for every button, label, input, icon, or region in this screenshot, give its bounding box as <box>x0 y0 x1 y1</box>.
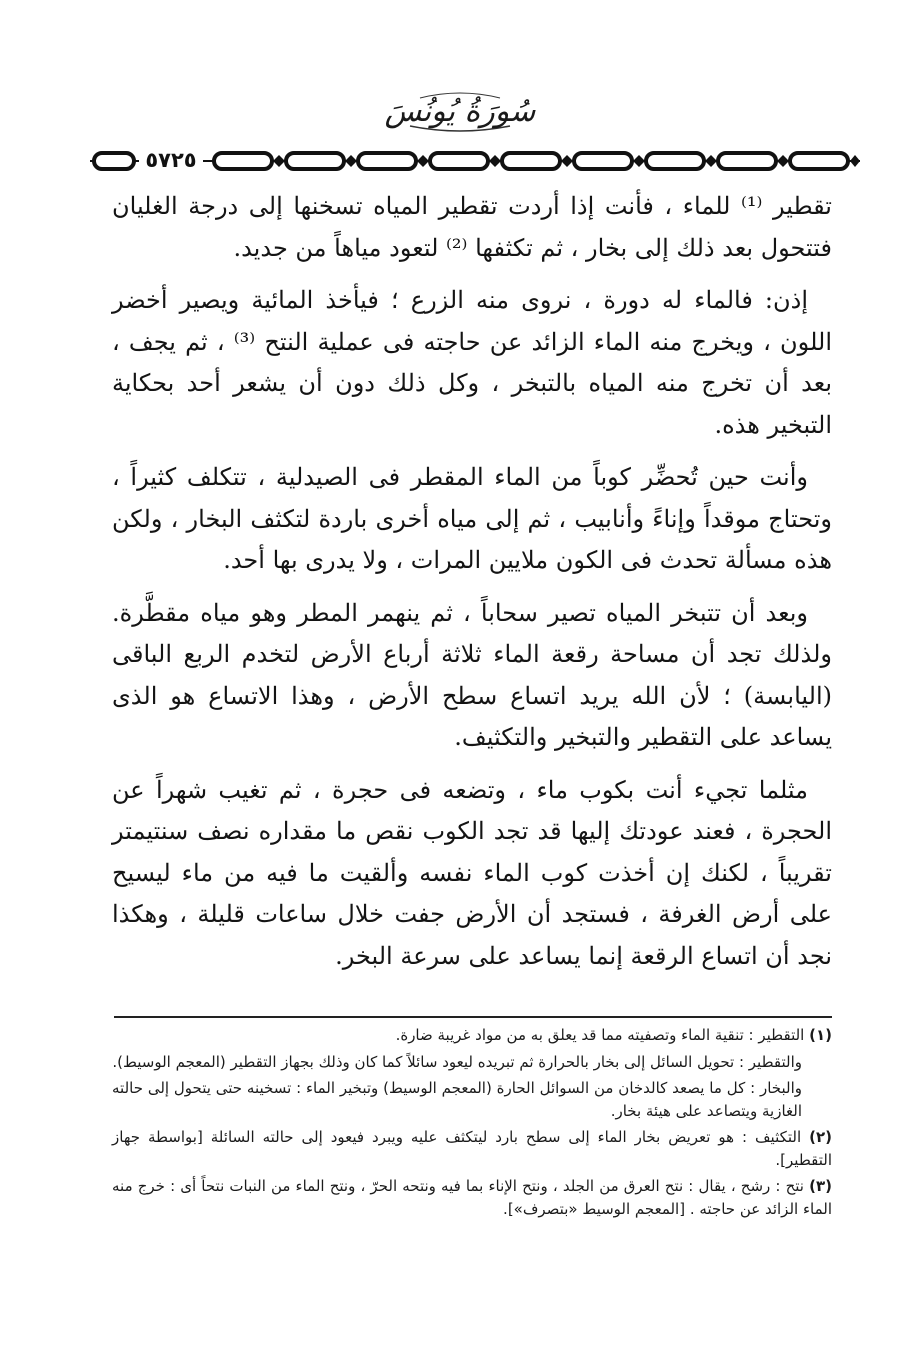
footnote-text: والبخار : كل ما يصعد كالدخان من السوائل الحارة (المعجم الوسيط) وتبخير الماء : تسخينه حتى يتحول إلى حالته الغازية ويتصاعد على هيئة بخار. <box>112 1079 802 1120</box>
footnote-text: نتح : رشح ، يقال : نتح العرق من الجلد ، ونتح الإناء بما فيه ونتحه الحرّ ، ونتح الماء من النبات نتحاً أى : خرج منه الماء الزائد عن حاجته . [المعجم الوسيط «بتصرف»]. <box>112 1177 832 1218</box>
footnote-number: (١) <box>809 1026 832 1044</box>
footnote-number: (٣) <box>809 1177 832 1195</box>
footnote-text: التكثيف : هو تعريض بخار الماء إلى سطح بارد ليتكثف عليه ويبرد فيعود إلى حالته السائلة [بواسطة جهاز التقطير]. <box>112 1128 832 1169</box>
decorative-border-band <box>90 148 860 174</box>
paragraph: إذن: فالماء له دورة ، نروى منه الزرع ؛ فيأخذ المائية ويصير أخضر اللون ، ويخرج منه الماء الزائد عن حاجته فى عملية النتح ⁽³⁾ ، ثم يجف ، بعد أن تخرج منه المياه بالتبخر ، وكل ذلك دون أن يشعر أحد بحكاية التبخير هذه. <box>112 286 832 439</box>
main-text <box>112 186 832 988</box>
paragraph: مثلما تجيء أنت بكوب ماء ، وتضعه فى حجرة ، ثم تغيب شهراً عن الحجرة ، فعند عودتك إليها قد تجد الكوب نقص ما مقداره نصف سنتيمتر تقريباً ، لكنك إن أخذت كوب الماء نفسه وألقيت ما فيه من ماء ليسيح على أرض الغرفة ، فستجد أن الأرض جفت خلال ساعات قليلة ، وهكذا نجد أن اتساع الرقعة إنما يساعد على سرعة البخر. <box>112 775 832 970</box>
footnote <box>112 1175 832 1220</box>
footnote <box>112 1126 832 1171</box>
paragraph: وبعد أن تتبخر المياه تصير سحاباً ، ثم ينهمر المطر وهو مياه مقطَّرة. ولذلك تجد أن مساحة رقعة الماء ثلاثة أرباع الأرض لتخدم الربع الباقى (اليابسة) ؛ لأن الله يريد اتساع سطح الأرض ، وهذا الاتساع هو الذى يساعد على التقطير والتبخير والتكثيف. <box>112 598 832 751</box>
footnote-text: التقطير : تنقية الماء وتصفيته مما قد يعلق به من مواد غريبة ضارة. <box>395 1026 805 1044</box>
footnote <box>112 1024 832 1047</box>
paragraph: وأنت حين تُحضِّر كوباً من الماء المقطر فى الصيدلية ، تتكلف كثيراً ، وتحتاج موقداً وإناءً وأنابيب ، ثم إلى مياه أخرى باردة لتكثف البخار ، ولكن هذه مسألة تحدث فى الكون ملايين المرات ، ولا يدرى بها أحد. <box>112 463 832 574</box>
surah-title: سُورَةُ يُونُسَ <box>384 94 536 129</box>
page-number: ٥٧٢٥ <box>139 146 203 174</box>
footnote-text: والتقطير : تحويل السائل إلى بخار بالحرارة ثم تبريده ليعود سائلاً كما كان وذلك بجهاز التقطير (المعجم الوسيط). <box>112 1052 802 1071</box>
footnote <box>112 1051 832 1074</box>
footnote <box>112 1077 832 1122</box>
footnote-divider <box>114 1016 832 1018</box>
footnote-number: (٢) <box>809 1128 832 1146</box>
paragraph: تقطير ⁽¹⁾ للماء ، فأنت إذا أردت تقطير المياه تسخنها إلى درجة الغليان فتتحول بعد ذلك إلى بخار ، ثم تكثفها ⁽²⁾ لتعود مياهاً من جديد. <box>112 192 832 262</box>
footnotes <box>112 1024 832 1224</box>
